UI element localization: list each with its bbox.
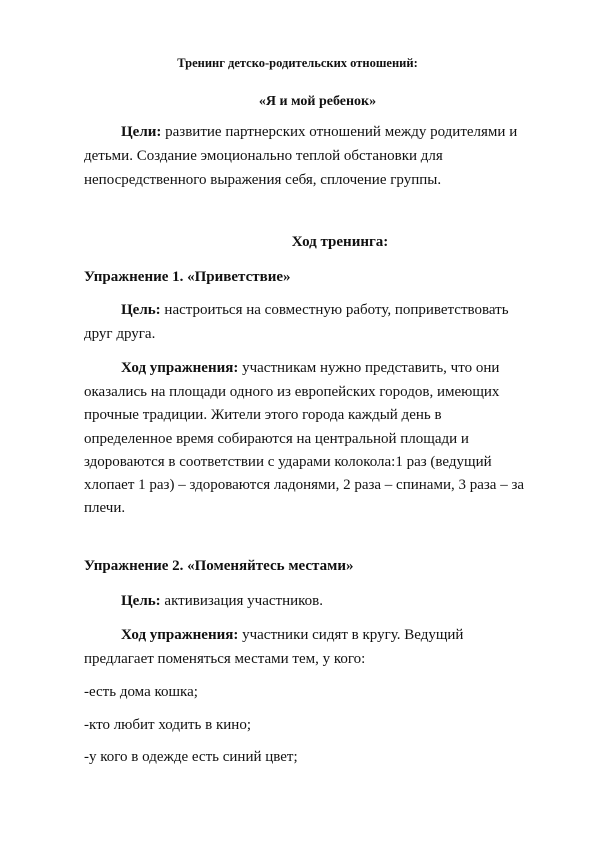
course-heading: Ход тренинга: bbox=[291, 234, 389, 250]
exercise1-course-line-3: прочные традиции. Жители этого города каждый день в bbox=[84, 407, 442, 423]
list-item: -у кого в одежде есть синий цвет; bbox=[84, 749, 298, 765]
goals-line-1 bbox=[121, 121, 517, 143]
exercise2-course-text-1: участники сидят в кругу. Ведущий bbox=[238, 627, 464, 643]
exercise2-title: Упражнение 2. «Поменяйтесь местами» bbox=[84, 558, 354, 574]
exercise1-course-line-6: хлопает 1 раз) – здороваются ладонями, 2 раза – спинами, 3 раза – за bbox=[84, 477, 525, 493]
exercise1-course-line-7: плечи. bbox=[84, 500, 126, 516]
goals-line-2: детьми. Создание эмоционально теплой обстановки для bbox=[84, 148, 443, 164]
exercise2-course-line-1 bbox=[121, 624, 463, 646]
exercise2-goal-label: Цель: bbox=[121, 593, 161, 609]
exercise1-course-text-1: участникам нужно представить, что они bbox=[238, 360, 500, 376]
list-item: -кто любит ходить в кино; bbox=[84, 717, 251, 733]
exercise1-course-line-4: определенное время собираются на центральной площади и bbox=[84, 431, 469, 447]
goals-line-3: непосредственного выражения себя, сплочение группы. bbox=[84, 172, 442, 188]
document-title: Тренинг детско-родительских отношений: bbox=[177, 56, 418, 70]
exercise1-course-line-1 bbox=[121, 357, 499, 379]
exercise1-course-label: Ход упражнения: bbox=[121, 360, 239, 376]
exercise1-goal-label: Цель: bbox=[121, 302, 161, 318]
exercise1-goal-line-1 bbox=[121, 299, 509, 321]
goals-text-1: развитие партнерских отношений между родителями и bbox=[161, 124, 518, 140]
exercise2-goal-text: активизация участников. bbox=[160, 593, 323, 609]
document-subtitle: «Я и мой ребенок» bbox=[258, 94, 377, 109]
exercise2-goal-line bbox=[121, 590, 323, 612]
goals-label: Цели: bbox=[121, 124, 162, 140]
exercise1-goal-text-1: настроиться на совместную работу, поприветствовать bbox=[160, 302, 509, 318]
exercise2-course-line-2: предлагает поменяться местами тем, у кого: bbox=[84, 651, 366, 667]
exercise1-course-line-2: оказались на площади одного из европейских городов, имеющих bbox=[84, 384, 500, 400]
exercise1-goal-line-2: друг друга. bbox=[84, 326, 156, 342]
exercise1-course-line-5: здороваются в соответствии с ударами колокола:1 раз (ведущий bbox=[84, 454, 492, 470]
list-item: -есть дома кошка; bbox=[84, 684, 198, 700]
exercise2-course-label: Ход упражнения: bbox=[121, 627, 239, 643]
exercise1-title: Упражнение 1. «Приветствие» bbox=[84, 269, 291, 285]
